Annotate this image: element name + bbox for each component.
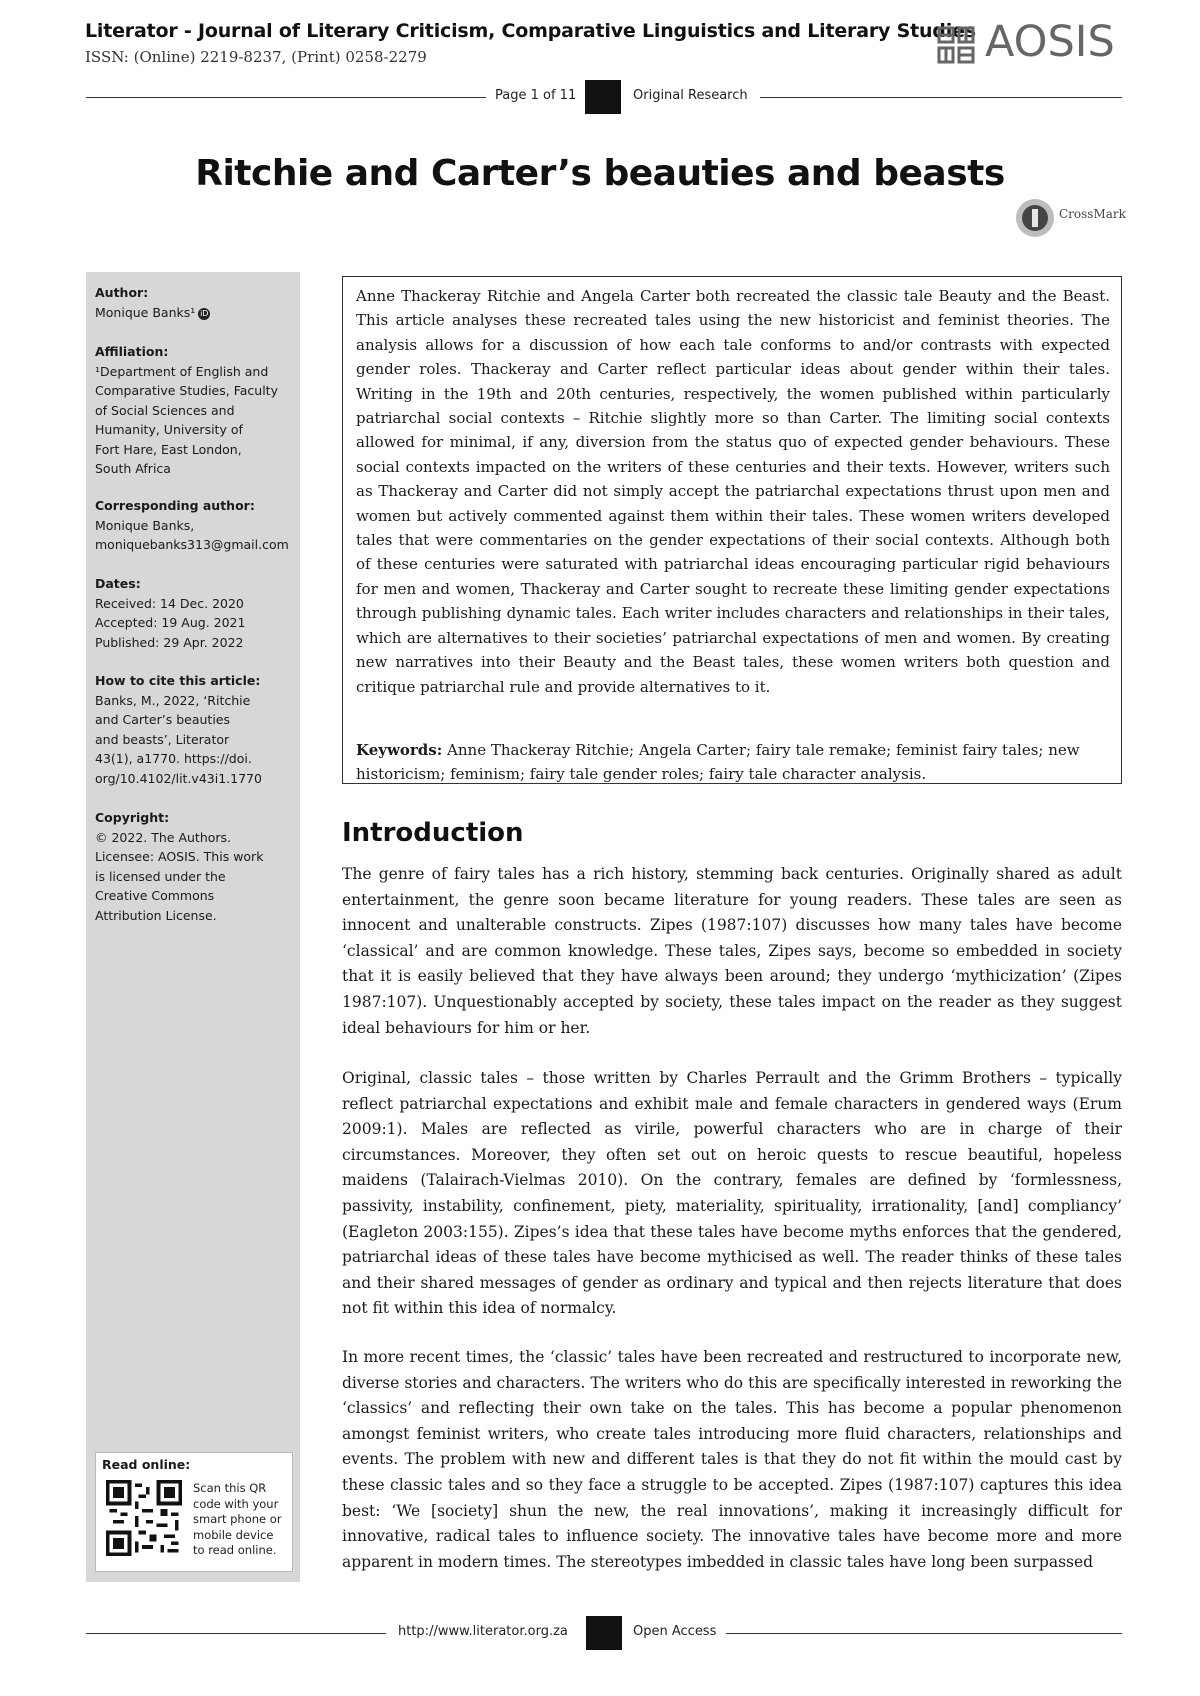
- copyright-label: Copyright:: [95, 810, 170, 825]
- affiliation-line: ¹Department of English and: [95, 363, 269, 379]
- crossmark-badge[interactable]: [1015, 195, 1125, 241]
- body-paragraph: The genre of fairy tales has a rich history, stemming back centuries. Originally shared as adult entertainment, the genre soon became literature for young readers. These tales are seen as innocent and unalterable constructs. Zipes (1987:107) discusses how many tales have become ‘classical’ and are common knowledge. These tales, Zipes says, become so embedded in society that it is easily believed that they have always been around; they undergo ‘mythicization’ (Zipes 1987:107). Unquestionably accepted by society, these tales impact on the reader as they suggest ideal behaviours for him or her.: [342, 865, 1122, 1037]
- header-rule-left: [86, 97, 486, 98]
- dates-label: Dates:: [95, 576, 141, 591]
- qr-code-icon[interactable]: [106, 1480, 182, 1556]
- author-block: [95, 283, 295, 322]
- cite-line: and beasts’, Literator: [95, 731, 230, 747]
- author-name: Monique Banks¹: [95, 304, 196, 320]
- copyright-block: [95, 808, 295, 925]
- page-label: Page 1 of 11: [495, 88, 577, 103]
- copyright-line: Attribution License.: [95, 907, 217, 923]
- orcid-icon[interactable]: iD: [200, 308, 209, 318]
- footer-black-square: [586, 1616, 622, 1650]
- date-accepted: Accepted: 19 Aug. 2021: [95, 615, 246, 630]
- footer-access: Open Access: [633, 1624, 717, 1639]
- body-paragraph: Original, classic tales – those written by Charles Perrault and the Grimm Brothers – typically reflect patriarchal expectations and exhibit male and female characters in gendered ways (Erum 2009:1). Males are reflected as virile, powerful characters who are in charge of their circumstances. Moreover, they often set out on heroic quests to rescue beautiful, hopeless maidens (Talairach-Vielmas 2010). On the contrary, females are defined by ‘formlessness, passivity, instability, confinement, piety, materiality, spirituality, irrationality, [and] compliancy’ (Eagleton 2003:155). Zipes’s idea that these tales have become myths enforces that the gendered, patriarchal ideas of these tales have become mythicised as well. The reader thinks of these tales and their shared messages of gender as ordinary and typical and then rejects literature that does not fit within this idea of normalcy.: [342, 1069, 1122, 1318]
- corresponding-block: [95, 496, 295, 555]
- read-online-label: Read online:: [102, 1457, 191, 1472]
- journal-title: Literator - Journal of Literary Criticism, Comparative Linguistics and Literary Studies: [85, 20, 976, 42]
- qr-caption-line: code with your: [193, 1496, 279, 1511]
- affiliation-label: Affiliation:: [95, 344, 169, 359]
- cite-line: and Carter’s beauties: [95, 712, 230, 727]
- aosis-logo-icon: [935, 24, 985, 68]
- issn-line: ISSN: (Online) 2219-8237, (Print) 0258-2279: [85, 48, 427, 66]
- footer-rule-right: [726, 1633, 1122, 1634]
- corresponding-name: Monique Banks,: [95, 517, 195, 533]
- citation-block: [95, 671, 295, 788]
- author-label: Author:: [95, 285, 149, 300]
- crossmark-label: CrossMark: [1059, 207, 1126, 221]
- dates-block: [95, 574, 295, 652]
- crossmark-icon: [1015, 195, 1061, 241]
- copyright-line: © 2022. The Authors.: [95, 829, 232, 845]
- keywords-text: Anne Thackeray Ritchie; Angela Carter; fairy tale remake; feminist fairy tales; new historicism; feminism; fairy tale gender roles; fairy tale character analysis.: [356, 741, 1080, 784]
- qr-caption-line: smart phone or: [193, 1512, 282, 1526]
- qr-caption-line: to read online.: [193, 1543, 277, 1557]
- keywords-label: Keywords:: [356, 741, 443, 759]
- qr-caption: [193, 1481, 288, 1559]
- section-heading: Introduction: [342, 818, 524, 848]
- corresponding-email[interactable]: moniquebanks313@gmail.com: [95, 537, 289, 552]
- cite-doi-line[interactable]: 43(1), a1770. https://doi.: [95, 751, 252, 766]
- date-published: Published: 29 Apr. 2022: [95, 634, 244, 650]
- copyright-line: Licensee: AOSIS. This work: [95, 849, 264, 864]
- header-rule-right: [760, 97, 1122, 98]
- article-title: Ritchie and Carter’s beauties and beasts: [195, 153, 1005, 194]
- date-received: Received: 14 Dec. 2020: [95, 595, 244, 611]
- cite-line: Banks, M., 2022, ‘Ritchie: [95, 692, 251, 708]
- copyright-line: Creative Commons: [95, 888, 215, 903]
- copyright-line: is licensed under the: [95, 868, 226, 884]
- affiliation-block: [95, 342, 295, 479]
- abstract-text: Anne Thackeray Ritchie and Angela Carter both recreated the classic tale Beauty and the Beast. This article analyses these recreated tales using the new historicist and feminist theories. The analysis allows for a discussion of how each tale conforms to and/or contrasts with expected gender roles. Thackeray and Carter reflect particular ideas about gender within their tales. Writing in the 19th and 20th centuries, respectively, the women published within particularly patriarchal social contexts – Ritchie slightly more so than Carter. The limiting social contexts allowed for minimal, if any, diversion from the status quo of expected gender behaviours. These social contexts impacted on the writers of these centuries and their texts. However, writers such as Thackeray and Carter did not simply accept the patriarchal expectations thrust upon men and women but actively commented against them within their tales. These women writers developed tales that were commentaries on the gender expectations of their social contexts. Although both of these centuries were saturated with patriarchal ideas encouraging particular rigid behaviours for men and women, Thackeray and Carter sought to recreate these limiting gender expectations through publishing dynamic tales. Each writer includes characters and relationships in their tales, which are alternatives to their societies’ patriarchal expectations of men and women. By creating new narratives into their Beauty and the Beast tales, these women writers both question and critique patriarchal rule and provide alternatives to it.: [356, 287, 1110, 696]
- corresponding-label: Corresponding author:: [95, 498, 255, 513]
- body-paragraph: In more recent times, the ‘classic’ tales have been recreated and restructured to incorporate new, diverse stories and characters. The writers who do this are specifically interested in reworking the ‘classics’ and reflecting their own take on the tales. This has become a popular phenomenon amongst feminist writers, who create tales introducing more fluid characters, relationships and events. The problem with new and different tales is that they do not fit within the mould cast by these classic tales and so they face a struggle to be accepted. Zipes (1987:107) captures this idea best: ‘We [society] shun the new, the real innovations’, making it increasingly difficult for innovative, radical tales to influence society. The innovative tales have become more and more apparent in modern times. The stereotypes imbedded in classic tales have long been surpassed: [342, 1348, 1122, 1571]
- affiliation-line: Fort Hare, East London,: [95, 441, 242, 457]
- affiliation-line: of Social Sciences and: [95, 402, 235, 418]
- publisher-logo: AOSIS: [985, 17, 1115, 67]
- affiliation-line: South Africa: [95, 461, 171, 476]
- article-type: Original Research: [633, 88, 748, 103]
- header-black-square: [585, 80, 621, 114]
- cite-doi-line[interactable]: org/10.4102/lit.v43i1.1770: [95, 770, 262, 786]
- cite-label: How to cite this article:: [95, 673, 261, 688]
- qr-caption-line: mobile device: [193, 1527, 274, 1542]
- footer-rule-left: [86, 1633, 386, 1634]
- affiliation-line: Humanity, University of: [95, 422, 243, 437]
- keywords: [356, 738, 1110, 787]
- affiliation-line: Comparative Studies, Faculty: [95, 383, 278, 398]
- footer-url[interactable]: http://www.literator.org.za: [398, 1624, 568, 1639]
- qr-caption-line: Scan this QR: [193, 1481, 267, 1495]
